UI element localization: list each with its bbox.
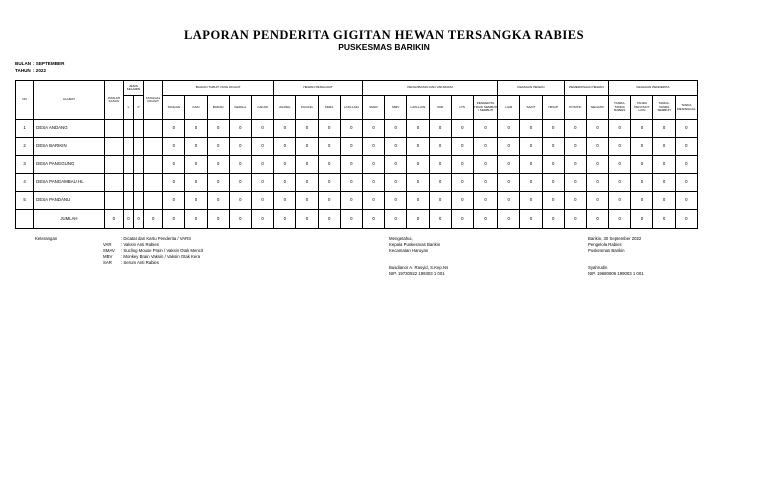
- sub-header: LIAR: [498, 96, 520, 120]
- row-cell: 0: [185, 174, 207, 192]
- row-desa: DESA PANGAMBAU HL: [34, 174, 105, 192]
- total-cell: 0: [451, 210, 473, 229]
- total-row: [16, 210, 698, 229]
- row-cell: 0: [675, 138, 697, 156]
- row-cell: 0: [362, 192, 384, 210]
- sig-right-line1: Barikin, 30 September 2022: [588, 236, 642, 241]
- row-cell: 0: [498, 120, 520, 138]
- row-cell: 0: [631, 174, 653, 192]
- row-cell: 0: [407, 192, 429, 210]
- row-tgl: [144, 192, 163, 210]
- period-year: [15, 68, 46, 73]
- row-no: 3: [16, 156, 34, 174]
- row-cell: 0: [318, 156, 340, 174]
- sub-header: POSITIF: [564, 96, 586, 120]
- row-cell: 0: [631, 120, 653, 138]
- row-jumlah: [104, 120, 123, 138]
- note-text: : Monkey Brain Vaksin / Vaksin Otak Kera: [121, 254, 201, 259]
- total-cell: 0: [385, 210, 407, 229]
- header-tanggal-digigit: TANGGAL DIGIGIT: [144, 81, 163, 120]
- row-desa: DESA PANDANU: [34, 192, 105, 210]
- row-cell: 0: [429, 174, 451, 192]
- row-cell: 0: [675, 120, 697, 138]
- row-cell: 0: [163, 120, 185, 138]
- row-cell: 0: [296, 192, 318, 210]
- sig-right-nip: NIP. 19680806 199003 1 001: [588, 271, 644, 276]
- total-cell: 0: [586, 210, 608, 229]
- row-cell: 0: [564, 156, 586, 174]
- total-cell: 0: [498, 210, 520, 229]
- total-cell: 0: [163, 210, 185, 229]
- row-jumlah: [104, 192, 123, 210]
- row-cell: 0: [564, 138, 586, 156]
- row-cell: 0: [207, 138, 229, 156]
- row-cell: 0: [296, 120, 318, 138]
- row-cell: 0: [207, 174, 229, 192]
- row-cell: 0: [229, 192, 251, 210]
- header-alamat: ALAMAT: [34, 81, 105, 120]
- row-cell: 0: [542, 174, 564, 192]
- row-cell: 0: [586, 120, 608, 138]
- row-cell: 0: [473, 174, 497, 192]
- row-desa: DESA ANDANG: [34, 120, 105, 138]
- sub-header: ANJING: [274, 96, 296, 120]
- row-p: [133, 138, 143, 156]
- table-row: [16, 174, 698, 192]
- row-cell: 0: [185, 192, 207, 210]
- row-cell: 0: [407, 138, 429, 156]
- row-cell: 0: [318, 138, 340, 156]
- year-label: TAHUN: [15, 68, 31, 73]
- row-cell: 0: [385, 138, 407, 156]
- header-row-groups: [16, 81, 698, 96]
- report-title: LAPORAN PENDERITA GIGITAN HEWAN TERSANGKA RABIES: [183, 28, 585, 42]
- sub-header: MMV: [385, 96, 407, 120]
- row-cell: 0: [207, 192, 229, 210]
- row-cell: 0: [631, 156, 653, 174]
- row-cell: 0: [586, 156, 608, 174]
- sig-left-line2: Kepala Puskesmas Barikin: [389, 242, 441, 247]
- sig-right-line2: Pengelola Rabies: [588, 242, 622, 247]
- month-label: BULAN: [15, 61, 32, 66]
- row-cell: 0: [609, 120, 631, 138]
- row-cell: 0: [274, 192, 296, 210]
- row-cell: 0: [340, 156, 362, 174]
- total-cell: 0: [473, 210, 497, 229]
- row-cell: 0: [520, 138, 542, 156]
- row-p: [133, 156, 143, 174]
- row-cell: 0: [185, 138, 207, 156]
- row-cell: 0: [385, 120, 407, 138]
- report-table: [15, 80, 698, 229]
- row-cell: 0: [473, 156, 497, 174]
- header-group-pengobatan: PENGOBATAN DAN VAKSINASI: [362, 81, 497, 96]
- sub-header: PENDERITA TIDAK SEMBUH / SEMBUH: [473, 96, 497, 120]
- row-cell: 0: [653, 138, 675, 156]
- row-desa: DESA PANGGUNG: [34, 156, 105, 174]
- total-cell: 0: [274, 210, 296, 229]
- sub-header: KAKI: [185, 96, 207, 120]
- row-cell: 0: [163, 192, 185, 210]
- row-cell: 0: [340, 192, 362, 210]
- row-cell: 0: [429, 192, 451, 210]
- row-cell: 0: [653, 174, 675, 192]
- header-group-keadaan-hewan: KEADAAN HEWAN: [498, 81, 565, 96]
- row-no: 5: [16, 192, 34, 210]
- row-cell: 0: [163, 156, 185, 174]
- row-tgl: [144, 138, 163, 156]
- row-cell: 0: [564, 192, 586, 210]
- row-cell: 0: [473, 120, 497, 138]
- row-cell: 0: [318, 174, 340, 192]
- header-jenis-kelamin: JENIS KELAMIN: [123, 81, 143, 96]
- note-text: : Sucling Mouse Prain / Vaksin Otak Mencit: [121, 248, 204, 253]
- period-month: [15, 61, 64, 66]
- row-jumlah: [104, 174, 123, 192]
- sig-left-line1: Mengetahui,: [389, 236, 413, 241]
- row-cell: 0: [296, 174, 318, 192]
- total-cell: 0: [229, 210, 251, 229]
- row-l: [123, 192, 133, 210]
- row-cell: 0: [407, 120, 429, 138]
- row-cell: 0: [296, 138, 318, 156]
- total-cell: 0: [609, 210, 631, 229]
- row-cell: 0: [251, 174, 273, 192]
- sub-header: SAKIT: [520, 96, 542, 120]
- row-cell: 0: [498, 174, 520, 192]
- sub-header: VAR: [429, 96, 451, 120]
- row-cell: 0: [385, 192, 407, 210]
- row-cell: 0: [609, 174, 631, 192]
- row-cell: 0: [251, 192, 273, 210]
- note-item: [103, 260, 203, 266]
- header-p: P: [133, 96, 143, 120]
- row-cell: 0: [185, 156, 207, 174]
- row-cell: 0: [207, 156, 229, 174]
- row-jumlah: [104, 138, 123, 156]
- sub-header: LAIN-LAIN: [340, 96, 362, 120]
- row-cell: 0: [207, 120, 229, 138]
- header-group-pemeriksaan-hewan: PEMERIKSAAN HEWAN: [564, 81, 608, 96]
- row-cell: 0: [631, 138, 653, 156]
- total-cell: 0: [318, 210, 340, 229]
- row-no: 1: [16, 120, 34, 138]
- sub-header: NEGATIF: [586, 96, 608, 120]
- row-cell: 0: [362, 120, 384, 138]
- row-cell: 0: [675, 156, 697, 174]
- row-cell: 0: [675, 192, 697, 210]
- row-cell: 0: [163, 174, 185, 192]
- row-p: [133, 174, 143, 192]
- total-cell: 0: [251, 210, 273, 229]
- sig-right-line3: Puskesmas Barikin: [588, 248, 625, 253]
- month-value: : SEPTEMBER: [33, 61, 65, 66]
- row-cell: 0: [653, 156, 675, 174]
- row-l: [123, 174, 133, 192]
- table-row: [16, 156, 698, 174]
- header-group-keadaan-penderita: KEADAAN PENDERITA: [609, 81, 698, 96]
- header-jumlah-kasus: JUMLAH KASUS: [104, 81, 123, 120]
- row-cell: 0: [520, 156, 542, 174]
- row-cell: 0: [675, 174, 697, 192]
- row-cell: 0: [229, 120, 251, 138]
- sub-header: SMAV: [362, 96, 384, 120]
- row-cell: 0: [542, 120, 564, 138]
- total-cell: 0: [564, 210, 586, 229]
- sub-header: CAKAR: [251, 96, 273, 120]
- row-cell: 0: [251, 120, 273, 138]
- row-cell: 0: [340, 138, 362, 156]
- sig-left-name: Busdianor A. Rasyid, S.Kep.Ns: [389, 265, 449, 270]
- total-cell: 0: [520, 210, 542, 229]
- total-cell: 0: [653, 210, 675, 229]
- note-text: : Vaksin Anti Rabies: [121, 242, 159, 247]
- row-cell: 0: [229, 156, 251, 174]
- row-cell: 0: [498, 156, 520, 174]
- report-subtitle: PUSKESMAS BARIKIN: [338, 42, 430, 52]
- header-group-bagian-tubuh: BAGIAN TUBUH YANG DIGIGIT: [163, 81, 274, 96]
- row-cell: 0: [473, 138, 497, 156]
- row-tgl: [144, 174, 163, 192]
- row-no: 4: [16, 174, 34, 192]
- row-cell: 0: [609, 156, 631, 174]
- sub-header: HIDUP: [542, 96, 564, 120]
- notes-list: [103, 236, 203, 266]
- row-cell: 0: [451, 192, 473, 210]
- signature-left: [389, 236, 448, 277]
- row-cell: 0: [498, 192, 520, 210]
- header-no: NO: [16, 81, 34, 120]
- row-p: [133, 192, 143, 210]
- row-cell: 0: [564, 120, 586, 138]
- row-cell: 0: [385, 174, 407, 192]
- row-cell: 0: [318, 192, 340, 210]
- row-cell: 0: [586, 192, 608, 210]
- row-cell: 0: [520, 120, 542, 138]
- total-cell: 0: [407, 210, 429, 229]
- signature-right: [588, 236, 644, 277]
- row-cell: 0: [609, 192, 631, 210]
- row-cell: 0: [229, 138, 251, 156]
- row-cell: 0: [451, 174, 473, 192]
- row-cell: 0: [451, 138, 473, 156]
- row-cell: 0: [407, 156, 429, 174]
- row-cell: 0: [362, 138, 384, 156]
- row-l: [123, 120, 133, 138]
- row-cell: 0: [274, 138, 296, 156]
- row-cell: 0: [520, 174, 542, 192]
- total-tgl: 0: [144, 210, 163, 229]
- row-cell: 0: [473, 192, 497, 210]
- row-cell: 0: [542, 138, 564, 156]
- row-cell: 0: [451, 156, 473, 174]
- row-cell: 0: [520, 192, 542, 210]
- row-p: [133, 120, 143, 138]
- total-cell: 0: [362, 210, 384, 229]
- sub-header: KUCING: [296, 96, 318, 120]
- note-text: : Dicatat dari Kartu Penderita / VARS: [121, 236, 192, 241]
- row-cell: 0: [429, 156, 451, 174]
- row-cell: 0: [274, 174, 296, 192]
- year-value: : 2022: [33, 68, 47, 73]
- row-cell: 0: [274, 120, 296, 138]
- sub-header: LAIN-LAIN: [407, 96, 429, 120]
- total-cell: 0: [631, 210, 653, 229]
- sig-left-nip: NIP. 19730922 199303 1 001: [389, 271, 445, 276]
- row-cell: 0: [274, 156, 296, 174]
- sub-header: LTS: [451, 96, 473, 120]
- row-tgl: [144, 156, 163, 174]
- row-cell: 0: [609, 138, 631, 156]
- row-cell: 0: [296, 156, 318, 174]
- header-l: L: [123, 96, 133, 120]
- sub-header: BADAN: [207, 96, 229, 120]
- row-cell: 0: [653, 120, 675, 138]
- note-text: : Serum Anti Rabies: [121, 260, 159, 265]
- row-l: [123, 156, 133, 174]
- total-cell: 0: [296, 210, 318, 229]
- row-tgl: [144, 120, 163, 138]
- row-cell: 0: [163, 138, 185, 156]
- notes-label: Keterangan: [35, 236, 58, 241]
- row-cell: 0: [451, 120, 473, 138]
- row-cell: 0: [362, 174, 384, 192]
- row-cell: 0: [340, 120, 362, 138]
- row-cell: 0: [542, 192, 564, 210]
- note-code: VAR: [103, 242, 112, 247]
- row-cell: 0: [340, 174, 362, 192]
- total-jumlah: 0: [104, 210, 123, 229]
- sub-header: TANDA-TANDA SEMBUH: [653, 96, 675, 120]
- row-cell: 0: [251, 156, 273, 174]
- sub-header: TANDA MENINGGAL: [675, 96, 697, 120]
- row-cell: 0: [251, 138, 273, 156]
- row-cell: 0: [318, 120, 340, 138]
- row-cell: 0: [653, 192, 675, 210]
- note-code: MBV: [103, 254, 113, 259]
- table-row: [16, 192, 698, 210]
- row-cell: 0: [542, 156, 564, 174]
- row-desa: DESA BARIKIN: [34, 138, 105, 156]
- row-cell: 0: [407, 174, 429, 192]
- total-cell: 0: [207, 210, 229, 229]
- table-row: [16, 120, 698, 138]
- row-no: 2: [16, 138, 34, 156]
- row-jumlah: [104, 156, 123, 174]
- row-cell: 0: [429, 120, 451, 138]
- total-cell: 0: [185, 210, 207, 229]
- total-p: 0: [133, 210, 143, 229]
- total-cell: 0: [340, 210, 362, 229]
- row-cell: 0: [631, 192, 653, 210]
- row-cell: 0: [429, 138, 451, 156]
- row-cell: 0: [586, 174, 608, 192]
- row-cell: 0: [185, 120, 207, 138]
- header-group-hewan-penggigit: HEWAN PENGGIGIT: [274, 81, 363, 96]
- total-no-cell: [16, 210, 34, 229]
- sig-right-name: Syahrudin: [588, 265, 608, 270]
- total-cell: 0: [429, 210, 451, 229]
- sub-header: TANDA PENYAKIT LAIN: [631, 96, 653, 120]
- row-cell: 0: [362, 156, 384, 174]
- row-cell: 0: [564, 174, 586, 192]
- total-l: 0: [123, 210, 133, 229]
- sub-header: KEPALA: [229, 96, 251, 120]
- row-cell: 0: [385, 156, 407, 174]
- note-code: SMAV: [103, 248, 115, 253]
- table-row: [16, 138, 698, 156]
- total-cell: 0: [675, 210, 697, 229]
- sub-header: TANGAN: [163, 96, 185, 120]
- row-cell: 0: [498, 138, 520, 156]
- sub-header: TANDA-TANDA RABIES: [609, 96, 631, 120]
- total-cell: 0: [542, 210, 564, 229]
- row-cell: 0: [229, 174, 251, 192]
- row-l: [123, 138, 133, 156]
- total-label: JUMLAH: [34, 210, 105, 229]
- sig-left-line3: Kecamatan Haruyan: [389, 248, 429, 253]
- sub-header: KERA: [318, 96, 340, 120]
- row-cell: 0: [586, 138, 608, 156]
- note-code: SAR: [103, 260, 112, 265]
